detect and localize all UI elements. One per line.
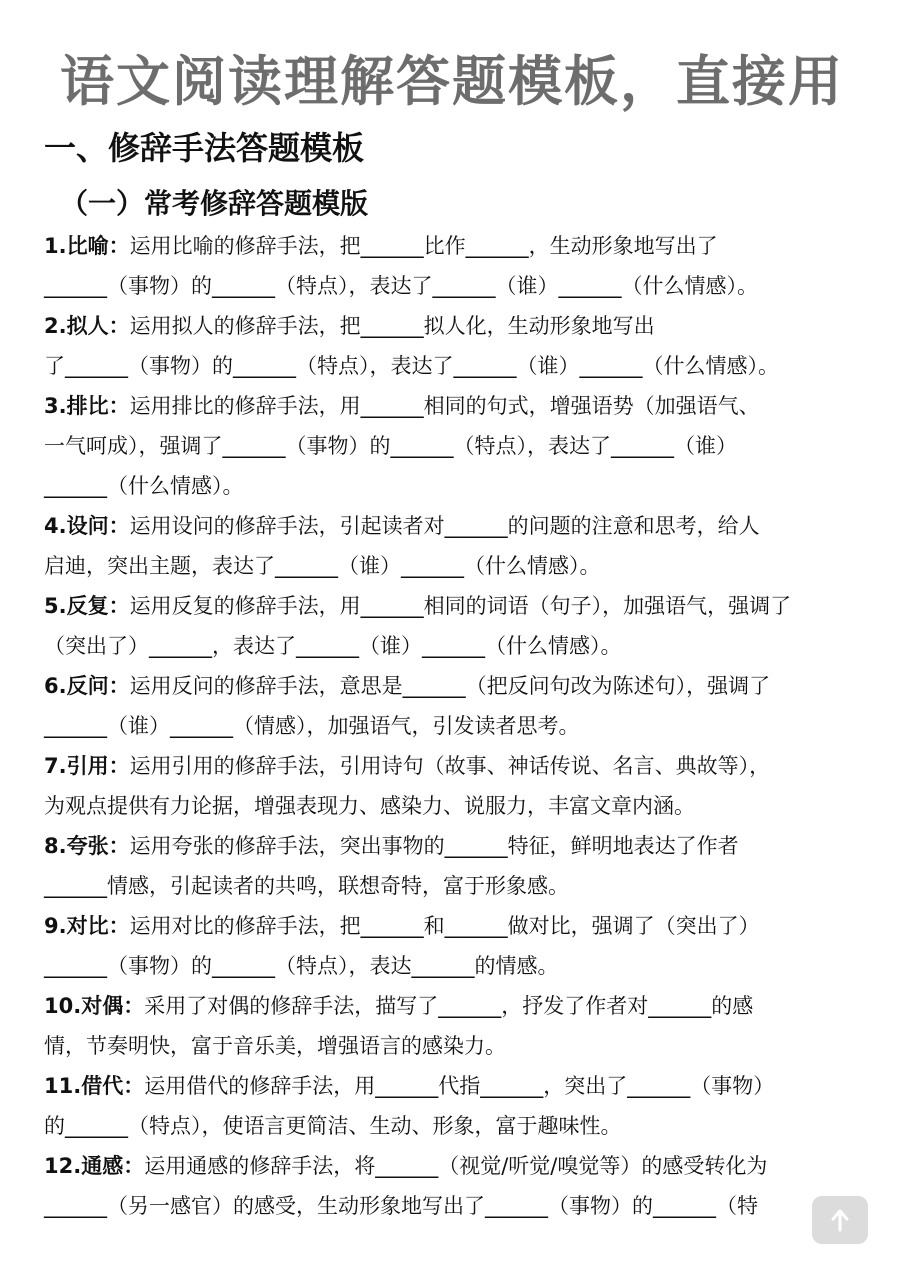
template-item-label: 9.对比： (44, 914, 130, 938)
template-item-line (44, 506, 874, 546)
template-item-line (44, 466, 874, 506)
template-item-line (44, 986, 874, 1026)
template-item-text: 运用排比的修辞手法，用______相同的句式，增强语势（加强语气、 (129, 394, 760, 418)
template-item-line (44, 906, 874, 946)
template-item-text: 运用反问的修辞手法，意思是______（把反问句改为陈述句），强调了 (129, 674, 771, 698)
template-item (44, 386, 874, 506)
template-item-text: 启迪，突出主题，表达了______（谁）______（什么情感）。 (44, 554, 601, 578)
template-item-text: 运用夸张的修辞手法，突出事物的______特征，鲜明地表达了作者 (129, 834, 739, 858)
template-item-text: 一气呵成），强调了______（事物）的______（特点），表达了______（谁） (44, 434, 737, 458)
template-item (44, 506, 874, 586)
template-item-line (44, 386, 874, 426)
template-item (44, 226, 874, 306)
template-item (44, 1146, 874, 1226)
template-item-label: 6.反问： (44, 674, 130, 698)
arrow-up-icon (830, 1208, 850, 1232)
template-item-text: ______情感，引起读者的共鸣，联想奇特，富于形象感。 (44, 874, 569, 898)
template-item-line (44, 1026, 874, 1066)
scroll-to-top-button[interactable] (812, 1196, 868, 1244)
template-item-label: 2.拟人： (44, 314, 130, 338)
template-item-line (44, 586, 874, 626)
template-item (44, 586, 874, 666)
section-title: 一、修辞手法答题模板 (44, 129, 365, 167)
template-item-line (44, 666, 874, 706)
template-item-line (44, 346, 874, 386)
template-item-text: ______（谁）______（情感），加强语气，引发读者思考。 (44, 714, 580, 738)
template-item-text: 情，节奏明快，富于音乐美，增强语言的感染力。 (44, 1034, 506, 1058)
template-item-line (44, 706, 874, 746)
template-item-line (44, 866, 874, 906)
template-item-line (44, 546, 874, 586)
template-item-label: 8.夸张： (44, 834, 130, 858)
template-list (44, 226, 874, 1226)
template-item (44, 746, 874, 826)
template-item-label: 5.反复： (44, 594, 130, 618)
template-item (44, 306, 874, 386)
template-item-label: 7.引用： (44, 754, 130, 778)
template-item-label: 3.排比： (44, 394, 130, 418)
template-item-line (44, 786, 874, 826)
template-item-line (44, 226, 874, 266)
template-item-text: ______（另一感官）的感受，生动形象地写出了______（事物）的______（特 (44, 1194, 758, 1218)
page-title: 语文阅读理解答题模板，直接用 (60, 50, 844, 113)
template-item-text: ______（什么情感）。 (44, 474, 244, 498)
template-item (44, 826, 874, 906)
template-item (44, 1066, 874, 1146)
template-item-line (44, 1146, 874, 1186)
template-item-text: 运用设问的修辞手法，引起读者对______的问题的注意和思考，给人 (129, 514, 760, 538)
template-item-line (44, 266, 874, 306)
template-item-text: 运用反复的修辞手法，用______相同的词语（句子），加强语气，强调了 (129, 594, 792, 618)
template-item-line (44, 426, 874, 466)
template-item-label: 12.通感： (44, 1154, 145, 1178)
template-item (44, 986, 874, 1066)
template-item-line (44, 626, 874, 666)
template-item-label: 11.借代： (44, 1074, 145, 1098)
template-item (44, 906, 874, 986)
template-item-text: 采用了对偶的修辞手法，描写了______，抒发了作者对______的感 (144, 994, 754, 1018)
template-item-line (44, 946, 874, 986)
template-item-line (44, 826, 874, 866)
template-item (44, 666, 874, 746)
template-item-text: ______（事物）的______（特点），表达了______（谁）______（什么情感）。 (44, 274, 758, 298)
template-item-text: 运用对比的修辞手法，把______和______做对比，强调了（突出了） (129, 914, 760, 938)
template-item-label: 10.对偶： (44, 994, 145, 1018)
subsection-title: （一）常考修辞答题模版 (60, 187, 369, 220)
template-item-label: 4.设问： (44, 514, 130, 538)
template-item-text: 运用拟人的修辞手法，把______拟人化，生动形象地写出 (129, 314, 655, 338)
template-item-text: 为观点提供有力论据，增强表现力、感染力、说服力，丰富文章内涵。 (44, 794, 695, 818)
template-item-text: 运用比喻的修辞手法，把______比作______，生动形象地写出了 (129, 234, 718, 258)
template-item-line (44, 1186, 874, 1226)
template-item-text: 运用借代的修辞手法，用______代指______，突出了______（事物） (144, 1074, 775, 1098)
template-item-label: 1.比喻： (44, 234, 130, 258)
template-item-line (44, 746, 874, 786)
template-item-text: 的______（特点），使语言更简洁、生动、形象，富于趣味性。 (44, 1114, 622, 1138)
template-item-text: ______（事物）的______（特点），表达______的情感。 (44, 954, 559, 978)
template-item-text: 了______（事物）的______（特点），表达了______（谁）______（什么情感）。 (44, 354, 779, 378)
template-item-line (44, 1066, 874, 1106)
template-item-text: 运用引用的修辞手法，引用诗句（故事、神话传说、名言、典故等）， (129, 754, 771, 778)
template-item-text: （突出了）______，表达了______（谁）______（什么情感）。 (44, 634, 622, 658)
template-item-text: 运用通感的修辞手法，将______（视觉/听觉/嗅觉等）的感受转化为 (144, 1154, 768, 1178)
template-item-line (44, 306, 874, 346)
template-item-line (44, 1106, 874, 1146)
